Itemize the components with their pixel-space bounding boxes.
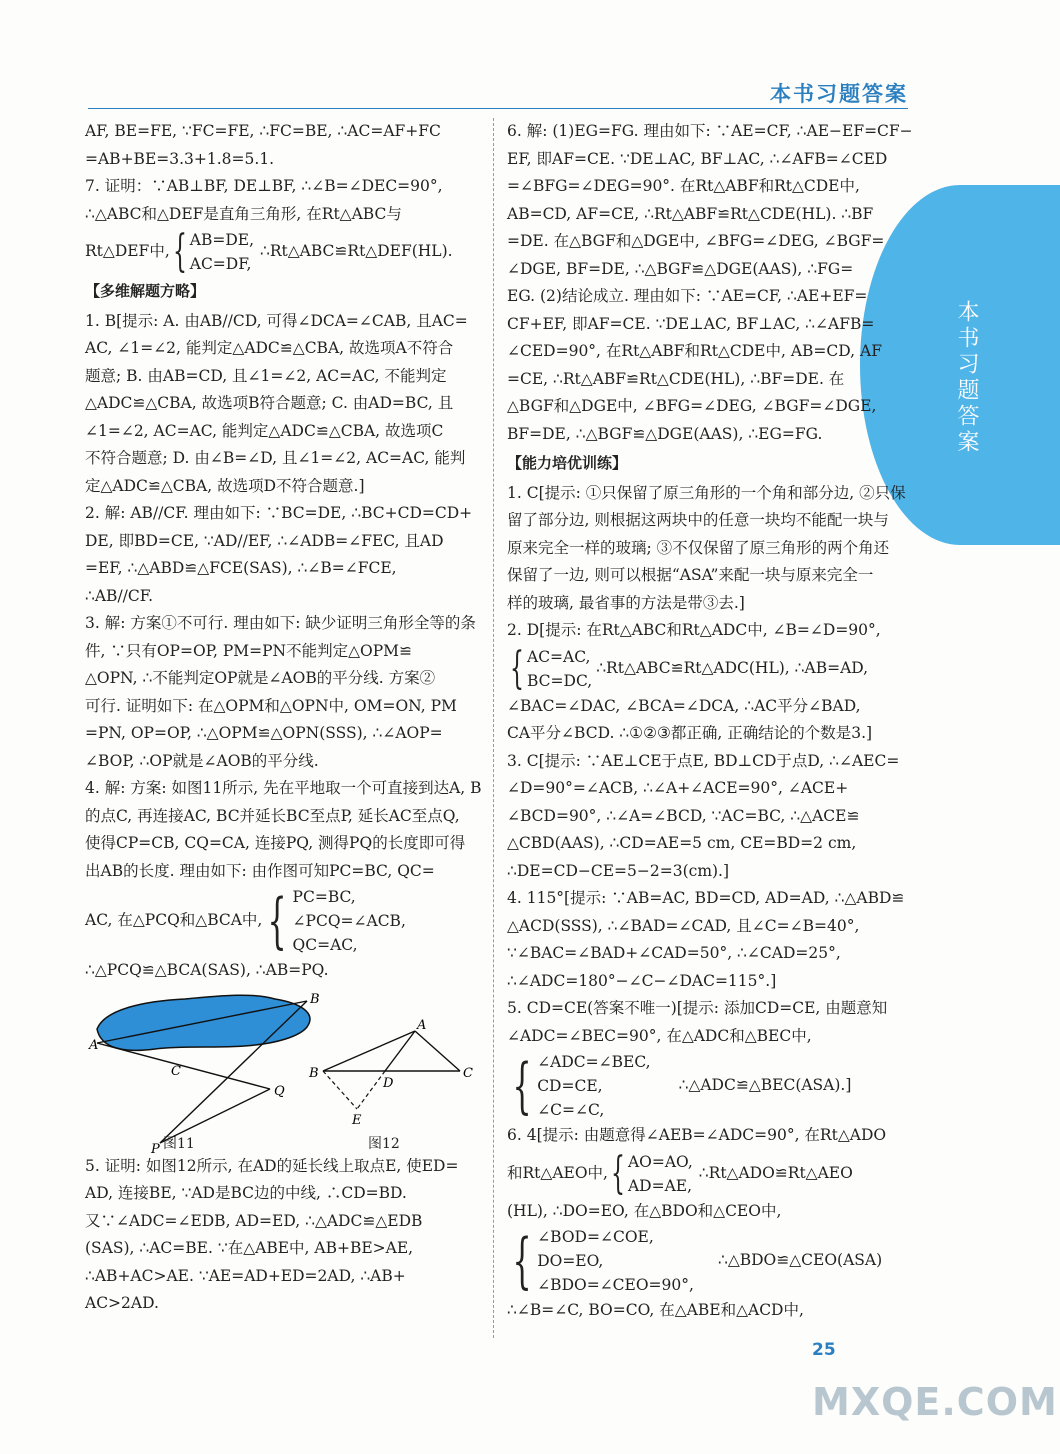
label-p: P: [151, 1141, 160, 1157]
section-heading: 【能力培优训练】: [507, 454, 628, 472]
text-line: AB=CD, AF=CE, ∴Rt△ABF≌Rt△CDE(HL). ∴BF: [507, 204, 874, 223]
m4-brace-group: [85, 885, 480, 957]
m3-answer: [85, 610, 480, 775]
text-line: 3. 解: 方案①不可行. 理由如下: 缺少证明三角形全等的条: [85, 614, 476, 632]
text-line: ∴DE=CD−CE=5−2=3(cm).]: [507, 861, 730, 880]
brace-line: DO=EO,: [537, 1252, 604, 1270]
q6-continued: [85, 118, 480, 173]
brace-suffix: ∴Rt△ABC≌Rt△DEF(HL).: [260, 242, 453, 261]
brace-suffix: ∴Rt△ABC≌Rt△ADC(HL), ∴AB=AD,: [596, 658, 869, 677]
n6-brace-group: [507, 1147, 907, 1199]
m4-answer: [85, 775, 480, 985]
text-line: ∴AB+AC>AE. ∵AE=AD+ED=2AD, ∴AB+: [85, 1266, 406, 1285]
brace-stack: [537, 1225, 694, 1297]
segment-ac: [415, 1031, 460, 1071]
left-brace: {: [512, 1051, 532, 1121]
brace-line: ∠PCQ=∠ACB,: [292, 912, 406, 930]
column-divider: [493, 118, 494, 1338]
text-line: 保留了一边, 则可以根据“ASA”来配一块与原来完全一: [507, 566, 874, 584]
geometry-figures: [85, 991, 480, 1157]
text-line: (HL), ∴DO=EO, 在△BDO和△CEO中,: [507, 1201, 782, 1220]
text-line: 题意; B. 由AB=CD, 且∠1=∠2, AC=AC, 不能判定: [85, 366, 447, 385]
text-line: ∠D=90°=∠ACB, ∴∠A+∠ACE=90°, ∠ACE+: [507, 779, 849, 797]
brace-suffix: ∴△BDO≌△CEO(ASA): [717, 1251, 883, 1270]
text-line: =∠BFG=∠DEG=90°. 在Rt△ABF和Rt△CDE中,: [507, 177, 860, 195]
text-line: ∠1=∠2, AC=AC, 能判定△ADC≌△CBA, 故选项C: [85, 421, 444, 440]
text-line: 留了部分边, 则根据这两块中的任意一块均不能配一块与: [507, 511, 889, 529]
text-line: 6. 解: (1)EG=FG. 理由如下: ∵AE=CF, ∴AE−EF=CF−: [507, 122, 913, 140]
label-e: E: [352, 1112, 362, 1128]
text-line: (SAS), ∴AC=BE. ∵在△ABE中, AB+BE>AE,: [85, 1239, 414, 1257]
n2-brace-group: [507, 642, 907, 694]
text-line: ∴△ABC和△DEF是直角三角形, 在Rt△ABC与: [85, 204, 402, 223]
text-line: ∠ADC=∠BEC=90°, 在△ADC和△BEC中,: [507, 1026, 812, 1045]
text-line: 定△ADC≌△CBA, 故选项D不符合题意.]: [85, 476, 365, 495]
brace-prefix: 和Rt△AEO中,: [507, 1163, 608, 1182]
text-line: 5. CD=CE(答案不唯一)[提示: 添加CD=CE, 由题意知: [507, 999, 888, 1017]
text-line: △ADC≌△CBA, 故选项B符合题意; C. 由AD=BC, 且: [85, 394, 454, 412]
brace-line: AC=DF,: [189, 255, 252, 273]
segment-be: [323, 1071, 357, 1109]
right-column: [507, 118, 913, 1325]
q6-answer: [507, 118, 913, 448]
text-line: =PN, OP=OP, ∴△OPM≌△OPN(SSS), ∴∠AOP=: [85, 724, 443, 742]
text-line: EF, 即AF=CE. ∵DE⊥AC, BF⊥AC, ∴∠AFB=∠CED: [507, 149, 888, 168]
text-line: AF, BE=FE, ∵FC=FE, ∴FC=BE, ∴AC=AF+FC: [85, 122, 441, 140]
brace-stack: [293, 885, 406, 957]
text-line: 5. 证明: 如图12所示, 在AD的延长线上取点E, 使ED=: [85, 1156, 459, 1175]
text-line: △ACD(SSS), ∴∠BAD=∠CAD, 且∠C=∠B=40°,: [507, 916, 860, 935]
header-rule: [88, 108, 908, 109]
text-line: 4. 115°[提示: ∵AB=AC, BD=CD, AD=AD, ∴△ABD≌: [507, 889, 905, 907]
text-line: 样的玻璃, 最省事的方法是带③去.]: [507, 593, 745, 612]
fig11-caption: 图11: [163, 1135, 195, 1152]
text-line: AD, 连接BE, ∵AD是BC边的中线, ∴CD=BD.: [85, 1184, 407, 1202]
left-brace: {: [510, 642, 524, 694]
pond-shape: [97, 995, 310, 1050]
text-line: =EF, ∴△ABD≌△FCE(SAS), ∴∠B=∠FCE,: [85, 559, 397, 577]
text-line: 7. 证明：∵AB⊥BF, DE⊥BF, ∴∠B=∠DEC=90°,: [85, 177, 443, 195]
segment-de: [357, 1071, 385, 1109]
segment-ba: [323, 1031, 415, 1071]
brace-line: AC=AC,: [527, 647, 591, 666]
text-line: ∵∠BAC=∠BAD+∠CAD=50°, ∴∠CAD=25°,: [507, 944, 841, 962]
text-line: △CBD(AAS), ∴CD=AE=5 cm, CE=BD=2 cm,: [507, 834, 857, 852]
text-line: 1. C[提示: ①只保留了原三角形的一个角和部分边, ②只保: [507, 483, 906, 502]
brace-stack: [628, 1150, 693, 1198]
label-q: Q: [274, 1083, 285, 1099]
text-line: ∴∠ADC=180°−∠C−∠DAC=115°.]: [507, 971, 777, 990]
brace-prefix: Rt△DEF中,: [85, 242, 170, 261]
q7-answer: [85, 173, 480, 276]
text-line: 6. 4[提示: 由题意得∠AEB=∠ADC=90°, 在Rt△ADO: [507, 1126, 887, 1144]
text-line: 不符合题意; D. 由∠B=∠D, 且∠1=∠2, AC=AC, 能判: [85, 449, 466, 467]
left-brace: {: [610, 1147, 625, 1199]
label-c: C: [171, 1063, 181, 1079]
left-column: [85, 118, 480, 1318]
page-number: 25: [812, 1340, 836, 1360]
brace-stack: [527, 645, 592, 693]
brace-line: AB=DE,: [189, 231, 254, 249]
text-line: ∴AB//CF.: [85, 586, 154, 605]
left-brace: {: [267, 886, 287, 956]
brace-line: ∠ADC=∠BEC,: [537, 1053, 651, 1071]
text-line: 2. 解: AB//CF. 理由如下: ∵BC=DE, ∴BC+CD=CD+: [85, 504, 473, 522]
text-line: 出AB的长度. 理由如下: 由作图可知PC=BC, QC=: [85, 861, 435, 880]
side-tab-label: 本书习题答案: [954, 300, 979, 456]
brace-line: AD=AE,: [627, 1176, 693, 1195]
figures-11-12: [85, 991, 480, 1157]
left-brace: {: [512, 1226, 532, 1296]
text-line: CA平分∠BCD. ∴①②③都正确, 正确结论的个数是3.]: [507, 724, 873, 742]
fig12-caption: 图12: [368, 1135, 400, 1152]
text-line: 原来完全一样的玻璃; ③不仅保留了原三角形的两个角还: [507, 538, 890, 557]
m1-answer: [85, 308, 480, 501]
brace-prefix: AC, 在△PCQ和△BCA中,: [85, 911, 263, 930]
text-line: ∠CED=90°, 在Rt△ABF和Rt△CDE中, AB=CD, AF: [507, 342, 882, 360]
text-line: 件, ∵只有OP=OP, PM=PN不能判定△OPM≌: [85, 641, 413, 660]
n3-answer: [507, 748, 907, 886]
text-line: ∠BAC=∠DAC, ∠BCA=∠DCA, ∴AC平分∠BAD,: [507, 696, 861, 715]
left-brace: {: [172, 226, 187, 277]
label-b: B: [310, 991, 320, 1007]
text-line: AC, ∠1=∠2, 能判定△ADC≌△CBA, 故选项A不符合: [85, 339, 454, 357]
n2-answer: [507, 617, 907, 748]
n5-answer: [507, 995, 907, 1122]
label-a: A: [89, 1037, 99, 1053]
brace-stack: [190, 228, 254, 276]
brace-line: BC=DC,: [527, 671, 593, 690]
label-b: B: [309, 1065, 319, 1081]
m2-answer: [85, 500, 480, 610]
brace-line: CD=CE,: [537, 1077, 603, 1095]
text-line: ∠DGE, BF=DE, ∴△BGF≌△DGE(AAS), ∴FG=: [507, 259, 854, 278]
brace-line: ∠BOD=∠COE,: [537, 1228, 654, 1246]
label-a: A: [417, 1017, 427, 1033]
text-line: 2. D[提示: 在Rt△ABC和Rt△ADC中, ∠B=∠D=90°,: [507, 621, 881, 639]
m5-answer: [85, 1153, 480, 1318]
label-c: C: [463, 1065, 473, 1081]
text-line: 的点C, 再连接AC, BC并延长BC至点P, 延长AC至点Q,: [85, 806, 460, 825]
n4-answer: [507, 885, 907, 995]
n5-brace-group: [507, 1050, 907, 1122]
watermark: MXQE.COM: [812, 1380, 1058, 1424]
brace-line: PC=BC,: [292, 888, 356, 906]
brace-stack: [537, 1050, 650, 1122]
label-d: D: [383, 1075, 394, 1091]
n6-answer: [507, 1122, 907, 1325]
text-line: ∠BCD=90°, ∴∠A=∠BCD, ∵AC=BC, ∴△ACE≌: [507, 806, 860, 825]
text-line: =AB+BE=3.3+1.8=5.1.: [85, 149, 275, 168]
brace-suffix: ∴Rt△ADO≌Rt△AEO: [698, 1163, 853, 1182]
text-line: =CE, ∴Rt△ABF≌Rt△CDE(HL), ∴BF=DE. 在: [507, 369, 845, 388]
section-heading: 【多维解题方略】: [85, 282, 206, 300]
text-line: ∴∠B=∠C, BO=CO, 在△ABE和△ACD中,: [507, 1301, 804, 1319]
text-line: 4. 解: 方案: 如图11所示, 先在平地取一个可直接到达A, B: [85, 779, 482, 797]
brace-line: ∠BDO=∠CEO=90°,: [537, 1276, 694, 1294]
segment-aq: [97, 1043, 270, 1089]
brace-line: QC=AC,: [292, 936, 358, 954]
text-line: ∴△PCQ≌△BCA(SAS), ∴AB=PQ.: [85, 961, 329, 979]
text-line: 又∵∠ADC=∠EDB, AD=ED, ∴△ADC≌△EDB: [85, 1211, 423, 1230]
brace-line: AO=AO,: [627, 1152, 693, 1171]
text-line: 3. C[提示: ∵AE⊥CE于点E, BD⊥CD于点D, ∴∠AEC=: [507, 751, 900, 770]
text-line: CF+EF, 即AF=CE. ∵DE⊥AC, BF⊥AC, ∴∠AFB=: [507, 314, 875, 333]
brace-line: ∠C=∠C,: [537, 1101, 605, 1119]
n6-brace-group-2: [507, 1225, 907, 1297]
n1-answer: [507, 480, 907, 618]
text-line: 1. B[提示: A. 由AB//CD, 可得∠DCA=∠CAB, 且AC=: [85, 311, 468, 330]
text-line: DE, 即BD=CE, ∵AD//EF, ∴∠ADB=∠FEC, 且AD: [85, 531, 444, 550]
text-line: BF=DE, ∴△BGF≌△DGE(AAS), ∴EG=FG.: [507, 424, 823, 443]
text-line: 使得CP=CB, CQ=CA, 连接PQ, 测得PQ的长度即可得: [85, 834, 466, 852]
text-line: ∠BOP, ∴OP就是∠AOB的平分线.: [85, 751, 319, 770]
header-title: 本书习题答案: [770, 82, 908, 106]
text-line: 可行. 证明如下: 在△OPM和△OPN中, OM=ON, PM: [85, 696, 457, 715]
text-line: AC>2AD.: [85, 1294, 159, 1312]
text-line: EG. (2)结论成立. 理由如下: ∵AE=CF, ∴AE+EF=: [507, 287, 868, 305]
text-line: =DE. 在△BGF和△DGE中, ∠BFG=∠DEG, ∠BGF=: [507, 232, 885, 250]
q7-brace-group: [85, 228, 480, 276]
text-line: △BGF和△DGE中, ∠BFG=∠DEG, ∠BGF=∠DGE,: [507, 397, 877, 415]
text-line: △OPN, ∴不能判定OP就是∠AOB的平分线. 方案②: [85, 669, 436, 687]
brace-suffix: ∴△ADC≌△BEC(ASA).]: [678, 1076, 852, 1095]
